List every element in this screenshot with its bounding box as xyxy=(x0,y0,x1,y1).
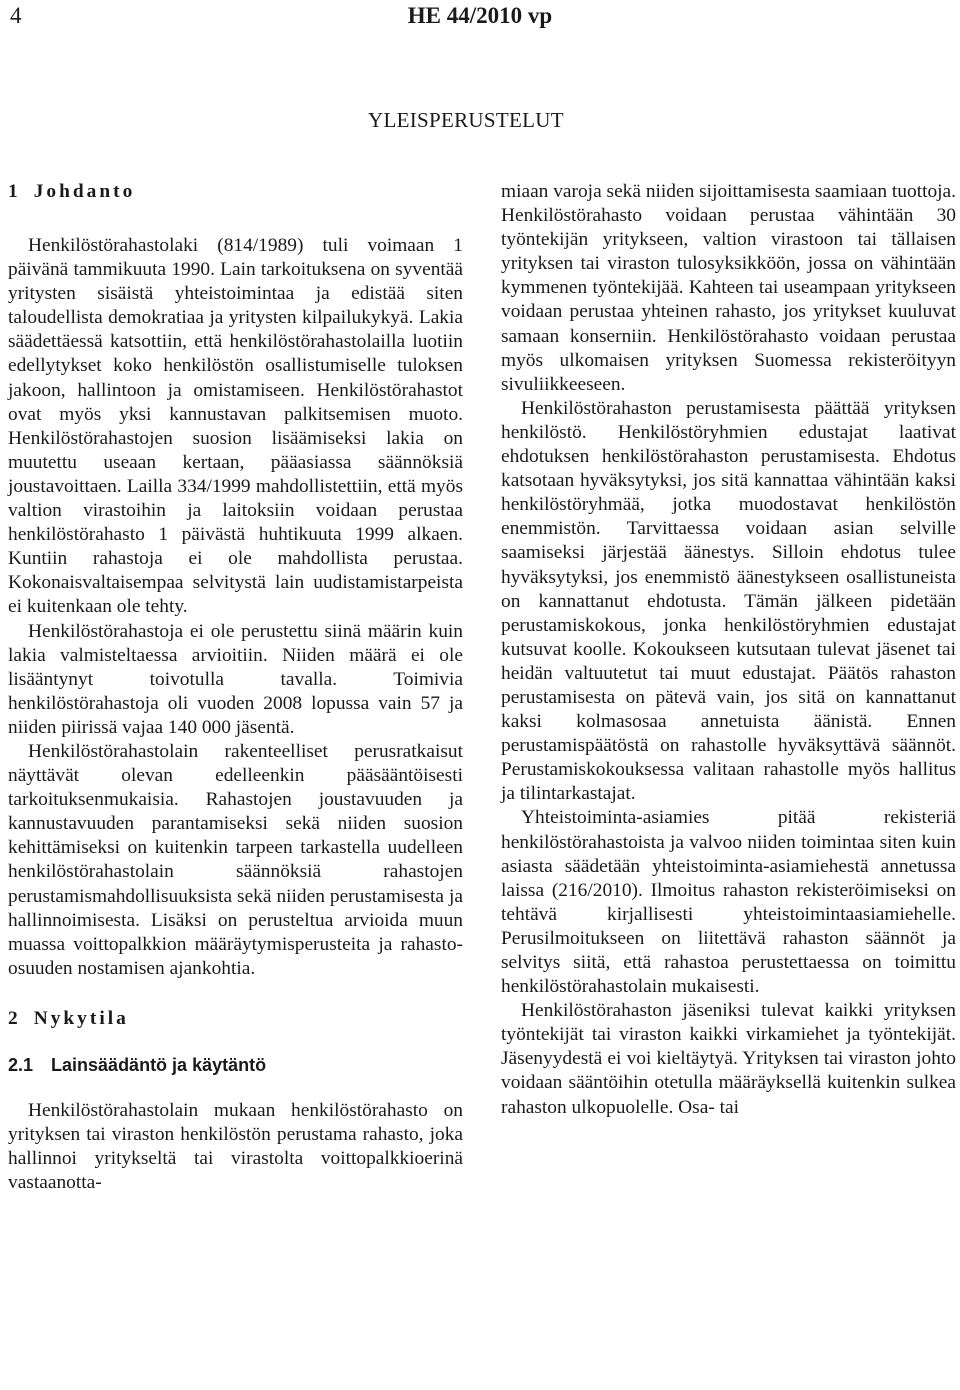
paragraph: Henkilöstörahaston perustamisesta päättää yrityksen henkilöstö. Henkilöstöryhmien edustajat laativat ehdotuksen henkilöstörahaston perustamisesta. Ehdotus katsotaan hyväksytyksi, jos sitä kannattaa vähintään kaksi henkilöstöryhmää, jotka muodostavat henkilöstön enemmistön. Tarvittaessa voidaan asian selville saamiseksi järjestää äänestys. Silloin ehdotus tulee hyväksytyksi, jos enemmistö äänestykseen osallistuneista on kannattanut ehdotusta. Tämän jälkeen pidetään perustamiskokous, jonka henkilöstöryhmien edustajat kutsuvat koolle. Kokoukseen kutsutaan tulevat jäsenet tai heidän valtuutetut tai muut edustajat. Päätös rahaston perustamisesta on pätevä vain, jos sitä on kannattanut kaksi kolmasosaa annetuista äänistä. Ennen perustamispäätöstä on rahastolle hyväksyttävä säännöt. Perustamiskokouksessa valitaan rahastolle myös hallitus ja tilintarkastajat. xyxy=(501,397,956,805)
paragraph: miaan varoja sekä niiden sijoittamisesta saamiaan tuottoja. Henkilöstörahasto voidaan perustaa vähintään 30 työntekijän yritykseen, valtion virastoon tai tällaisen yrityksen tai viraston tulosyksikköön, jossa on vähintään kymmenen työntekijää. Kahteen tai useampaan yritykseen voidaan perustaa yhteinen rahasto, jos yritykset kuuluvat samaan konserniin. Henkilöstörahasto voidaan perustaa myös ulkomaisen yrityksen Suomessa rekisteröityyn sivuliikkeeseen. xyxy=(501,181,957,395)
subheading-lainsaadanto xyxy=(8,1053,463,1077)
heading-title: Nykytila xyxy=(33,1007,129,1029)
right-column xyxy=(501,180,956,1120)
heading-title: Lainsäädäntö ja käytäntö xyxy=(51,1054,267,1075)
paragraph: Yhteistoiminta-asiamies pitää rekisteriä henkilöstörahastoista ja valvoo niiden toimintaa siten kuin asiasta säädetään yhteistoiminta-asiamiehestä annetussa laissa (216/2010). Ilmoitus rahaston rekisteröimiseksi on tehtävä kirjallisesti yhteistoimintaasiamiehelle. Perusilmoitukseen on liitettävä rahaston säännöt ja selvitys siitä, että rahastoa perustettaessa on toimittu henkilöstörahastolain mukaisesti. xyxy=(501,807,956,998)
heading-title: Johdanto xyxy=(33,181,136,202)
document-id: HE 44/2010 vp xyxy=(407,3,553,28)
paragraph: Henkilöstörahastolain mukaan henkilöstörahasto on yrityksen tai viraston henkilöstön perustama rahasto, joka hallinnoi yritykseltä tai virastolta voittopalkkioerinä vastaanotta- xyxy=(8,1099,463,1194)
heading-number: 2 xyxy=(8,1007,18,1029)
section-title: YLEISPERUSTELUT xyxy=(368,108,564,132)
page-number: 4 xyxy=(10,3,22,28)
paragraph: Henkilöstörahastolaki (814/1989) tuli voimaan 1 päivänä tammikuuta 1990. Lain tarkoituksena on syventää yritysten sisäistä yhteistoimintaa ja edistää siten taloudellista demokratiaa ja yritysten kilpailukykyä. Lakia säädettäessä katsottiin, että henkilöstörahastolailla luotiin edellytykset koko henkilöstön osallistumiselle tuloksen jakoon, hallintoon ja omistamiseen. Henkilöstörahastot ovat myös yksi kannustavan palkitsemisen muoto. Henkilöstörahastojen suosion lisäämiseksi lakia on muutettu useaan kertaan, pääasiassa säännöksiä joustavoittaen. Lailla 334/1999 mahdollistettiin, että myös valtion virastoihin ja laitoksiin voidaan perustaa henkilöstörahasto 1 päivästä huhtikuuta 1999 alkaen. Kuntiin rahastoja ei ole mahdollista perustaa. Kokonaisvaltaisempaa selvitystä lain uudistamistarpeista ei kuitenkaan ole tehty. xyxy=(8,235,463,618)
left-column xyxy=(8,180,463,1195)
paragraph: Henkilöstörahaston jäseniksi tulevat kaikki yrityksen työntekijät tai viraston kaikki virkamiehet ja työntekijät. Jäsenyydestä ei voi kieltäytyä. Yrityksen tai viraston johto voidaan sääntöihin otetulla määräyksellä kuitenkin sulkea rahaston ulkopuolelle. Osa- tai xyxy=(501,1000,956,1118)
heading-nykytila xyxy=(8,1007,463,1031)
heading-number: 2.1 xyxy=(8,1054,34,1075)
paragraph: Henkilöstörahastoja ei ole perustettu siinä määrin kuin lakia valmisteltaessa arvioitiin. Niiden määrä ei ole lisääntynyt toivotulla tavalla. Toimivia henkilöstörahastoja oli vuoden 2008 lopussa vain 57 ja niiden piirissä vajaa 140 000 jäsentä. xyxy=(8,620,463,738)
paragraph: Henkilöstörahastolain rakenteelliset perusratkaisut näyttävät olevan edelleenkin pääsääntöisesti tarkoituksenmukaisia. Rahastojen joustavuuden ja kannustavuuden parantamiseksi sekä niiden suosion kehittämiseksi on kuitenkin tarpeen tarkastella uudelleen henkilöstörahastolain säännöksiä rahastojen perustamismahdollisuuksista sekä niiden perustamisesta ja hallinnoimisesta. Lisäksi on perusteltua arvioida muun muassa voittopalkkion määräytymisperusteita ja rahasto-osuuden nostamisen ajankohtia. xyxy=(8,740,463,979)
heading-number: 1 xyxy=(8,181,18,202)
heading-johdanto xyxy=(8,180,463,204)
